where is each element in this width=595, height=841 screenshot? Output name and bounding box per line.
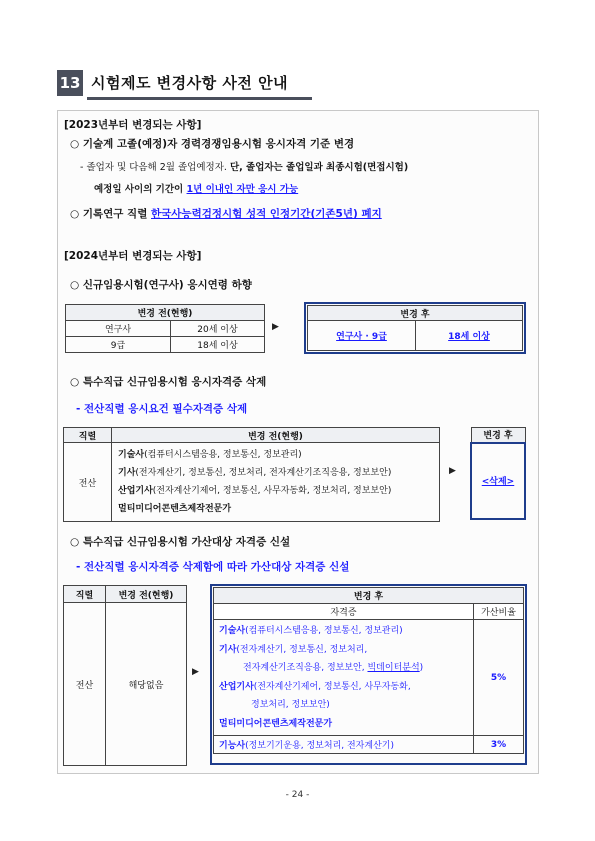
bonus-line: 전자계산기조직응용, 정보보안, 빅데이터분석) <box>243 663 424 673</box>
item-2023-1-sub-b: 단, 졸업자는 졸업일과 최종시험(면접시험) <box>229 162 409 173</box>
cert-before-cell <box>112 443 440 522</box>
bonus-line: 기사(전자계산기, 정보통신, 정보처리, <box>219 644 368 655</box>
bonus-after-table <box>213 587 524 754</box>
age-row-age: 20세 이상 <box>171 321 265 337</box>
age-before-header: 변경 전(현행) <box>66 305 265 321</box>
arrow-icon: ▶ <box>192 667 199 677</box>
cert-after-cell: <삭제> <box>471 443 525 519</box>
bonus-subtitle: - 전산직렬 응시자격증 삭제함에 따라 가산대상 자격증 신설 <box>76 561 350 573</box>
bonus-before-table <box>63 585 187 766</box>
age-title: ○ 신규임용시험(연구사) 응시연령 하향 <box>70 279 252 291</box>
col-before-header: 변경 전(현행) <box>112 428 440 443</box>
bonus-rate-cell: 5% <box>474 620 524 736</box>
col-before-header: 변경 전(현행) <box>106 586 187 603</box>
age-row-position: 연구사 <box>66 321 171 337</box>
cert-after-table <box>470 427 526 520</box>
age-after-age: 18세 이상 <box>416 321 523 351</box>
bonus-line: 정보처리, 정보보안) <box>251 700 330 710</box>
age-after-position: 연구사 · 9급 <box>308 321 416 351</box>
header-underline <box>87 97 312 100</box>
col-after-header: 변경 후 <box>214 588 524 604</box>
age-row-age: 18세 이상 <box>171 337 265 353</box>
bonus-line: 산업기사(전자계산기제어, 정보통신, 사무자동화, <box>219 681 411 692</box>
cert-line: 산업기사(전자계산기제어, 정보통신, 사무자동화, 정보처리, 정보보안) <box>118 486 392 496</box>
item-2023-1: ○ 기술계 고졸(예정)자 경력경쟁임용시험 응시자격 기준 변경 <box>70 138 355 150</box>
age-row-position: 9급 <box>66 337 171 353</box>
bonus-line: 기술사(컴퓨터시스템응용, 정보통신, 정보관리) <box>219 626 403 636</box>
cert-delete-title: ○ 특수직급 신규임용시험 응시자격증 삭제 <box>70 376 267 388</box>
section-number: 13 <box>57 70 83 96</box>
job-cell: 전산 <box>64 443 112 522</box>
col-rate-header: 가산비율 <box>474 604 524 620</box>
cert-delete-table <box>63 427 440 522</box>
cert-line: 기사(전자계산기, 정보통신, 정보처리, 전자계산기조직응용, 정보보안) <box>118 468 392 478</box>
item-2023-2: ○ 기록연구 직렬 <box>70 208 148 220</box>
job-cell: 전산 <box>64 603 106 766</box>
item-2023-1-sub-c: 예정일 사이의 기간이 <box>94 184 184 195</box>
col-job-header: 직렬 <box>64 586 106 603</box>
section-header <box>57 70 312 100</box>
cert-line: 멀티미디어콘텐츠제작전문가 <box>118 504 232 514</box>
col-job-header: 직렬 <box>64 428 112 443</box>
cert-line: 기술사(컴퓨터시스템응용, 정보통신, 정보관리) <box>118 450 302 460</box>
age-before-table <box>65 304 265 353</box>
item-2023-1-sub-link: 1년 이내인 자만 응시 가능 <box>186 184 299 195</box>
heading-2023: [2023년부터 변경되는 사항] <box>64 119 202 131</box>
age-after-table <box>307 305 523 351</box>
arrow-icon: ▶ <box>449 466 456 476</box>
section-title: 시험제도 변경사항 사전 안내 <box>91 74 289 92</box>
col-after-header: 변경 후 <box>471 428 525 443</box>
age-after-header: 변경 후 <box>308 306 523 321</box>
bonus-rate-cell: 3% <box>474 736 524 754</box>
item-2023-1-sub-a: - 졸업자 및 다음해 2월 졸업예정자. <box>80 162 227 173</box>
before-cell: 해당없음 <box>106 603 187 766</box>
bonus-cert-cell <box>214 620 474 736</box>
item-2023-2-link: 한국사능력검정시험 성적 인정기간(기존5년) 폐지 <box>151 208 382 220</box>
bonus-line: 멀티미디어콘텐츠제작전문가 <box>219 718 333 729</box>
cert-delete-subtitle: - 전산직렬 응시요건 필수자격증 삭제 <box>76 403 248 415</box>
bonus-cert-cell: 기능사(정보기기운용, 정보처리, 전자계산기) <box>214 736 474 754</box>
page-number: - 24 - <box>285 790 310 800</box>
arrow-icon: ▶ <box>272 322 279 332</box>
bonus-title: ○ 특수직급 신규임용시험 가산대상 자격증 신설 <box>70 536 291 548</box>
heading-2024: [2024년부터 변경되는 사항] <box>64 250 202 262</box>
col-cert-header: 자격증 <box>214 604 474 620</box>
